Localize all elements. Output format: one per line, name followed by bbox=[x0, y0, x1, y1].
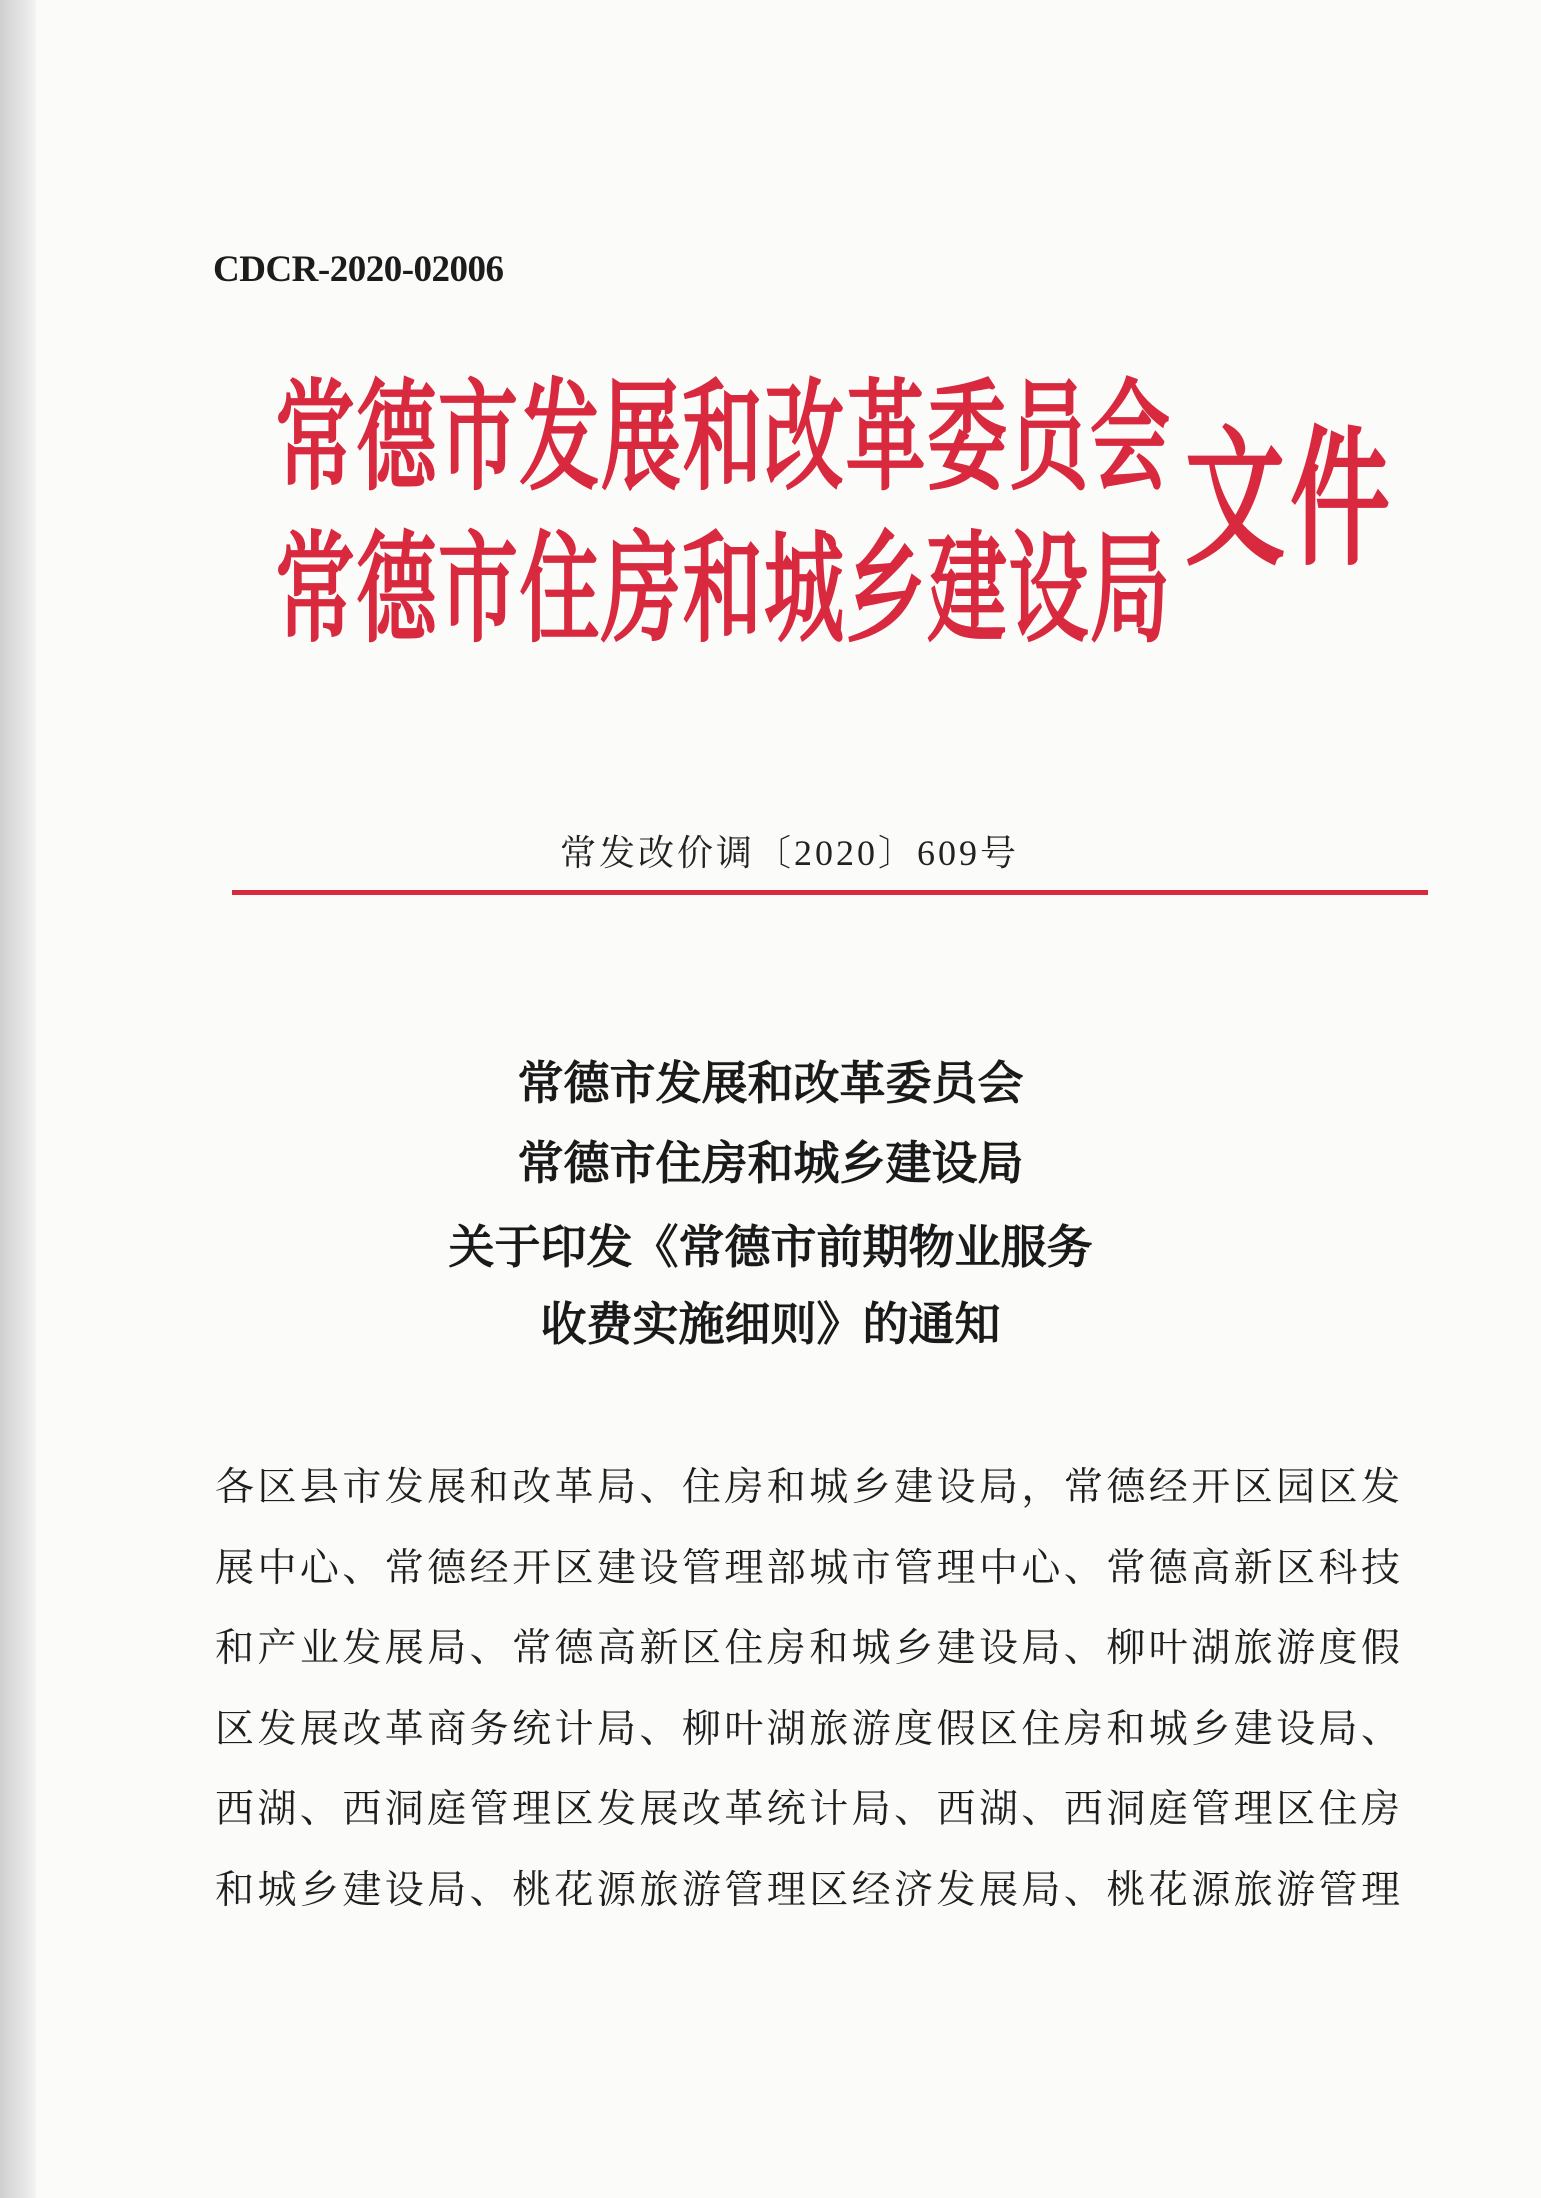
issuer-line-2: 常德市住房和城乡建设局 bbox=[275, 519, 1170, 659]
title-line-1: 常德市发展和改革委员会 bbox=[517, 1056, 1024, 1110]
body-line: 和产业发展局、常德高新区住房和城乡建设局、柳叶湖旅游度假 bbox=[215, 1626, 1400, 1671]
body-line: 和城乡建设局、桃花源旅游管理区经济发展局、桃花源旅游管理 bbox=[215, 1868, 1400, 1913]
document-number: 常发改价调〔2020〕609号 bbox=[560, 833, 1020, 873]
body-line: 区发展改革商务统计局、柳叶湖旅游度假区住房和城乡建设局、 bbox=[215, 1707, 1400, 1752]
body-line: 展中心、常德经开区建设管理部城市管理中心、常德高新区科技 bbox=[215, 1546, 1400, 1591]
title-line-4: 收费实施细则》的通知 bbox=[540, 1297, 1001, 1351]
title-line-2: 常德市住房和城乡建设局 bbox=[517, 1136, 1024, 1190]
document-code: CDCR-2020-02006 bbox=[213, 249, 504, 290]
header-suffix: 文件 bbox=[1185, 411, 1390, 587]
body-line: 西湖、西洞庭管理区发展改革统计局、西湖、西洞庭管理区住房 bbox=[215, 1787, 1400, 1832]
red-divider bbox=[232, 890, 1428, 895]
title-line-3: 关于印发《常德市前期物业服务 bbox=[448, 1220, 1093, 1274]
body-line: 各区县市发展和改革局、住房和城乡建设局，常德经开区园区发 bbox=[215, 1465, 1400, 1510]
issuer-line-1: 常德市发展和改革委员会 bbox=[275, 367, 1170, 507]
